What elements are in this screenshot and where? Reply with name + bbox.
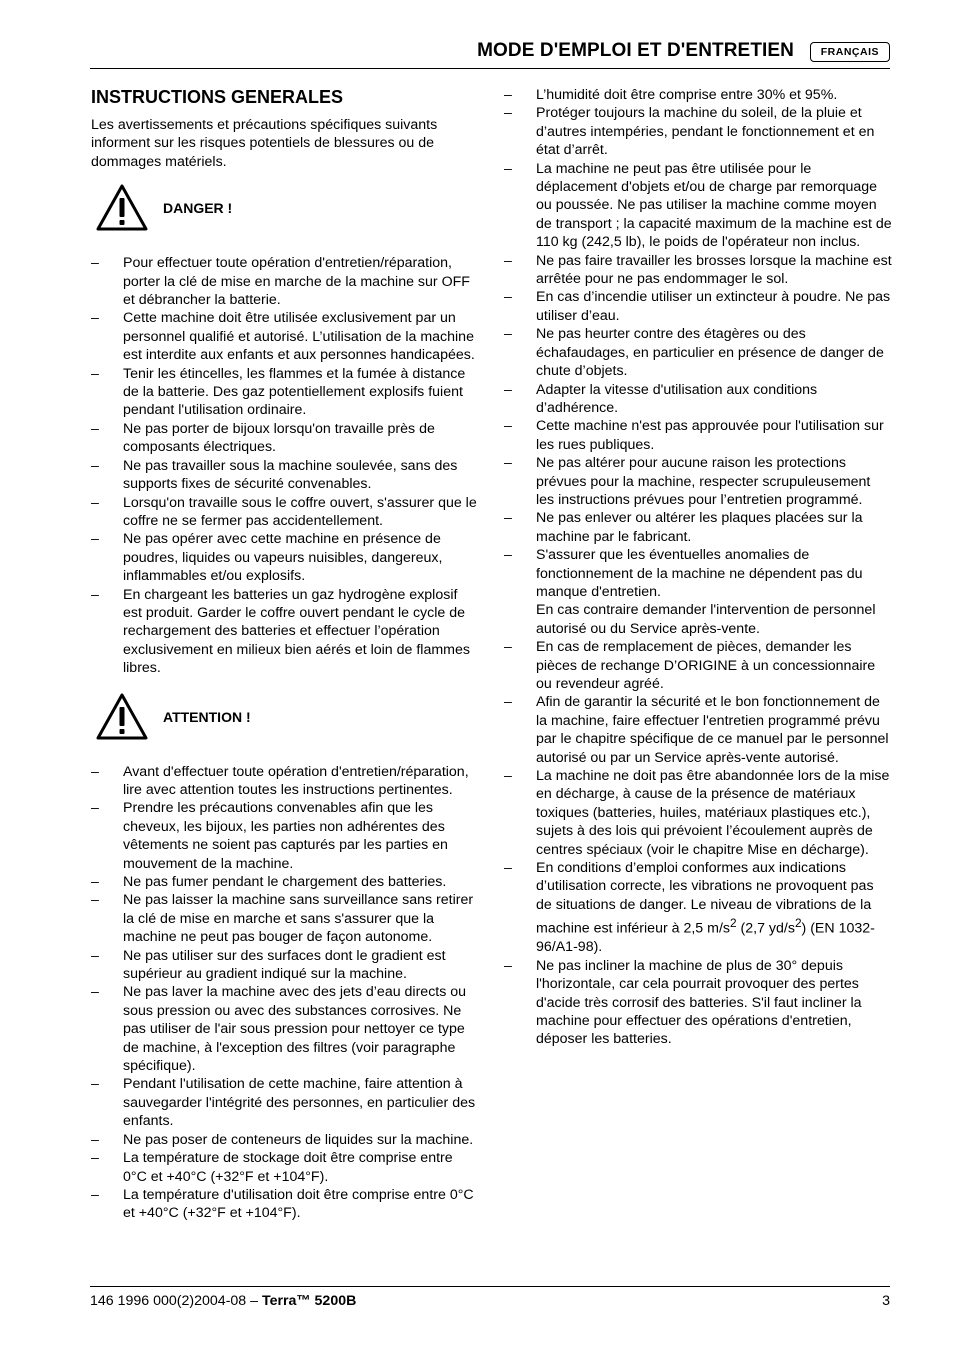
list-item: – Cette machine doit être utilisée exclusivement par un personnel qualifié et autorisé. L’utilisation de la machine est interdite aux enfants et aux personnes handicapées.	[91, 309, 477, 364]
page-footer	[90, 1286, 890, 1309]
list-item: – Ne pas heurter contre des étagères ou des échafaudages, en particulier en présence de danger de chute d’objets.	[504, 325, 892, 380]
list-item: – Adapter la vitesse d'utilisation aux conditions d’adhérence.	[504, 381, 892, 418]
list-item: – En cas de remplacement de pièces, demander les pièces de rechange D’ORIGINE à un concessionnaire ou revendeur agréé.	[504, 638, 892, 693]
doc-number: 146 1996 000(2)2004-08 –	[90, 1293, 262, 1309]
list-item: – Ne pas fumer pendant le chargement des batteries.	[91, 873, 477, 891]
list-item: – La machine ne doit pas être abandonnée lors de la mise en décharge, à cause de la présence de matériaux toxiques (batteries, huiles, matériaux plastiques etc.), sujets à des lois qui prévoient l’écoulement auprès de centres spéciaux (voir le chapitre Mise en décharge).	[504, 767, 892, 859]
left-column	[91, 86, 477, 1223]
attention-list	[91, 763, 477, 1223]
list-item: – Ne pas enlever ou altérer les plaques placées sur la machine par le fabricant.	[504, 509, 892, 546]
precautions-list	[504, 86, 892, 1049]
list-item: – L’humidité doit être comprise entre 30% et 95%.	[504, 86, 892, 104]
section-title: INSTRUCTIONS GENERALES	[91, 87, 344, 107]
superscript: 2	[794, 916, 802, 931]
vibration-text: (2,7 yd/s	[736, 921, 795, 938]
list-item: – Pendant l'utilisation de cette machine, faire attention à sauvegarder l'intégrité des personnes, en particulier des enfants.	[91, 1075, 477, 1130]
list-item: – Ne pas altérer pour aucune raison les protections prévues pour la machine, respecter scrupuleusement les instructions prévues pour l’entretien programmé.	[504, 454, 892, 509]
danger-label: DANGER !	[163, 200, 233, 217]
list-item: – Ne pas faire travailler les brosses lorsque la machine est arrêtée pour ne pas endommager le sol.	[504, 252, 892, 289]
warning-triangle-icon	[95, 692, 149, 742]
list-item: – Ne pas porter de bijoux lorsqu'on travaille près de composants électriques.	[91, 420, 477, 457]
list-item: – La température d'utilisation doit être comprise entre 0°C et +40°C (+32°F et +104°F).	[91, 1186, 477, 1223]
list-item: – Lorsqu'on travaille sous le coffre ouvert, s'assurer que le coffre ne se fermer pas accidentellement.	[91, 494, 477, 531]
list-item: – Ne pas travailler sous la machine soulevée, sans des supports fixes de sécurité convenables.	[91, 457, 477, 494]
footer-document-id	[90, 1293, 356, 1309]
vibration-text: ) (EN 1032-96/A1-98).	[536, 921, 875, 956]
list-item: – Ne pas laisser la machine sans surveillance sans retirer la clé de mise en marche et sans s'assurer que la machine ne peut pas bouger de façon autonome.	[91, 891, 477, 946]
list-item: – Avant d'effectuer toute opération d'entretien/réparation, lire avec attention toutes les instructions pertinentes.	[91, 763, 477, 800]
list-item: – La température de stockage doit être comprise entre 0°C et +40°C (+32°F et +104°F).	[91, 1149, 477, 1186]
list-item: – Ne pas poser de conteneurs de liquides sur la machine.	[91, 1131, 477, 1149]
right-column	[504, 86, 892, 1049]
page-header	[90, 38, 890, 69]
list-item: – Ne pas opérer avec cette machine en présence de poudres, liquides ou vapeurs nuisibles, dangereux, inflammables et/ou explosifs.	[91, 530, 477, 585]
model-name: Terra™ 5200B	[261, 1293, 357, 1309]
warning-triangle-icon	[95, 183, 149, 233]
page-number: 3	[882, 1293, 890, 1309]
list-item-note: En cas contraire demander l'intervention de personnel autorisé ou du Service après-vente.	[536, 602, 876, 637]
superscript: 2	[729, 916, 737, 931]
list-item: – Cette machine n'est pas approuvée pour l'utilisation sur les rues publiques.	[504, 417, 892, 454]
list-item: – En cas d’incendie utiliser un extincteur à poudre. Ne pas utiliser d’eau.	[504, 288, 892, 325]
danger-list	[91, 254, 477, 677]
list-item: – Protéger toujours la machine du soleil, de la pluie et d’autres intempéries, pendant le fonctionnement et en état d’arrêt.	[504, 104, 892, 159]
list-item-vibration	[504, 859, 892, 957]
list-item: – Prendre les précautions convenables afin que les cheveux, les bijoux, les parties non adhérentes des vêtements ne soient pas capturés par les parties en mouvement de la machine.	[91, 799, 477, 873]
intro-paragraph: Les avertissements et précautions spécifiques suivants informent sur les risques potentiels de blessures ou de dommages matériels.	[91, 117, 438, 170]
attention-notice	[91, 692, 477, 748]
list-item: – La machine ne peut pas être utilisée pour le déplacement d'objets et/ou de charge par remorquage ou poussée. Ne pas utiliser la machine comme moyen de transport ; la capacité maximum de la machine est de 110 kg (242,5 lb), le poids de l'opérateur non inclus.	[504, 160, 892, 252]
list-item: – Ne pas utiliser sur des surfaces dont le gradient est supérieur au gradient indiqué sur la machine.	[91, 947, 477, 984]
attention-label: ATTENTION !	[163, 708, 251, 725]
language-badge: FRANÇAIS	[810, 42, 890, 62]
list-item: – Afin de garantir la sécurité et le bon fonctionnement de la machine, faire effectuer l'entretien programmé prévu par le chapitre spécifique de ce manuel par le personnel autorisé ou par un Service après-vente autorisé.	[504, 693, 892, 767]
list-item-text: S'assurer que les éventuelles anomalies de fonctionnement de la machine ne dépendent pas du manque d'entretien.	[536, 547, 863, 600]
list-item: – Ne pas incliner la machine de plus de 30° depuis l'horizontale, car cela pourrait provoquer des pertes d'acide très corrosif des batteries. S'il faut incliner la machine pour effectuer des opérations d'entretien, déposer les batteries.	[504, 957, 892, 1049]
vibration-text: En conditions d’emploi conformes aux indications d’utilisation correcte, les vibrations ne provoquent pas de situations de danger. Le niveau de vibrations de la machine est inférieur à 2,5 m/s	[536, 860, 874, 938]
list-item: – Pour effectuer toute opération d'entretien/réparation, porter la clé de mise en marche de la machine sur OFF et débrancher la batterie.	[91, 254, 477, 309]
list-item: – Ne pas laver la machine avec des jets d’eau directs ou sous pression ou avec des substances corrosives. Ne pas utiliser de l'air sous pression pour nettoyer ce type de machine, à l'exception des filtres (voir paragraphe spécifique).	[91, 983, 477, 1075]
header-title: MODE D'EMPLOI ET D'ENTRETIEN	[477, 40, 794, 61]
list-item: – Tenir les étincelles, les flammes et la fumée à distance de la batterie. Des gaz potentiellement explosifs fuient pendant l'utilisation ordinaire.	[91, 365, 477, 420]
list-item: – En chargeant les batteries un gaz hydrogène explosif est produit. Garder le coffre ouvert pendant le cycle de rechargement des batteries et effectuer l’opération exclusivement en milieux bien aérés et loin de flammes libres.	[91, 586, 477, 678]
list-item-with-note	[504, 546, 892, 638]
danger-notice	[91, 183, 477, 239]
